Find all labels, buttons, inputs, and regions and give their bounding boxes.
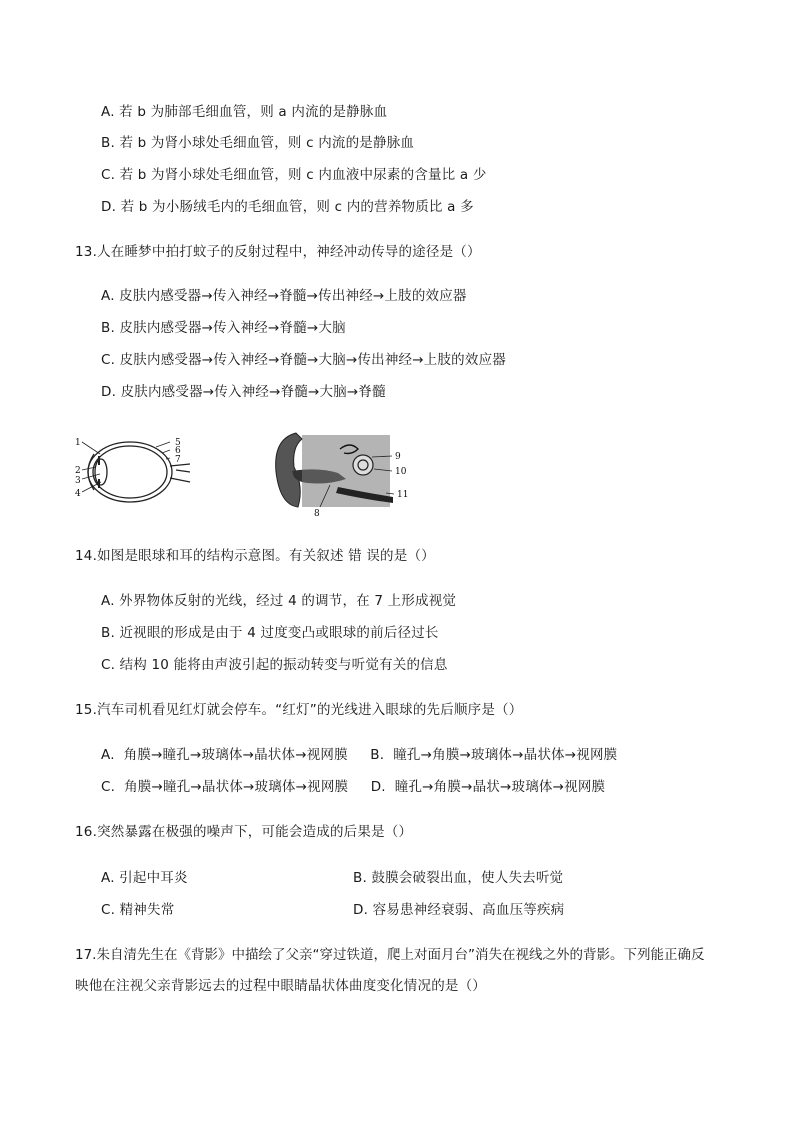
ear-label-10: 10 (395, 467, 407, 477)
q12-option-a: A. 若 b 为肺部毛细血管，则 a 内流的是静脉血 (101, 104, 388, 120)
eye-label-1: 1 (75, 438, 81, 448)
q12-option-d: D. 若 b 为小肠绒毛内的毛细血管，则 c 内的营养物质比 a 多 (101, 199, 474, 215)
q14-stem: 14.如图是眼球和耳的结构示意图。有关叙述 错 误的是（） (75, 548, 435, 564)
eyeball-inner-layer (93, 446, 167, 498)
q14-option-b: B. 近视眼的形成是由于 4 过度变凸或眼球的前后径过长 (101, 625, 439, 641)
eye-structure-diagram (70, 432, 200, 514)
q16-stem: 16.突然暴露在极强的噪声下，可能会造成的后果是（） (75, 824, 413, 840)
optic-nerve (170, 464, 190, 482)
q14-option-a: A. 外界物体反射的光线，经过 4 的调节，在 7 上形成视觉 (101, 593, 457, 609)
cochlea-outer (353, 455, 373, 475)
ear-structure-diagram (268, 427, 433, 519)
ear-label-9: 9 (395, 452, 401, 462)
ear-label-11: 11 (397, 490, 409, 500)
eye-label-7: 7 (175, 455, 181, 465)
q15-stem: 15.汽车司机看见红灯就会停车。“红灯”的光线进入眼球的先后顺序是（） (75, 702, 523, 718)
q15-options-row-1: A. 角膜→瞳孔→玻璃体→晶状体→视网膜 B. 瞳孔→角膜→玻璃体→晶状体→视网膜 (101, 747, 618, 763)
q15-options-row-2: C. 角膜→瞳孔→晶状体→玻璃体→视网膜 D. 瞳孔→角膜→晶状→玻璃体→视网膜 (101, 779, 606, 795)
eyeball-outline (88, 442, 172, 502)
auricle (276, 433, 302, 507)
q14-option-c: C. 结构 10 能将由声波引起的振动转变与听觉有关的信息 (101, 657, 448, 673)
q13-option-d: D. 皮肤内感受器→传入神经→脊髓→大脑→脊髓 (101, 384, 386, 400)
eye-label-2: 2 (75, 466, 81, 476)
q16-option-d: D. 容易患神经衰弱、高血压等疾病 (353, 902, 565, 918)
q17-stem-line-2: 映他在注视父亲背影远去的过程中眼睛晶状体曲度变化情况的是（） (75, 978, 486, 994)
q12-option-b: B. 若 b 为肾小球处毛细血管，则 c 内流的是静脉血 (101, 135, 415, 151)
q16-option-a: A. 引起中耳炎 (101, 870, 188, 886)
q13-option-c: C. 皮肤内感受器→传入神经→脊髓→大脑→传出神经→上肢的效应器 (101, 352, 506, 368)
eye-label-6: 6 (175, 446, 181, 456)
q16-option-b: B. 鼓膜会破裂出血，使人失去听觉 (353, 870, 564, 886)
eye-label-5: 5 (175, 438, 181, 448)
ear-label-8: 8 (314, 509, 320, 519)
lens (95, 459, 107, 485)
q13-option-a: A. 皮肤内感受器→传入神经→脊髓→传出神经→上肢的效应器 (101, 288, 467, 304)
eye-label-4: 4 (75, 489, 81, 499)
q13-option-b: B. 皮肤内感受器→传入神经→脊髓→大脑 (101, 320, 346, 336)
q16-option-c: C. 精神失常 (101, 902, 175, 918)
q12-option-c: C. 若 b 为肾小球处毛细血管，则 c 内血液中尿素的含量比 a 少 (101, 167, 487, 183)
q17-stem-line-1: 17.朱自清先生在《背影》中描绘了父亲“穿过铁道，爬上对面月台”消失在视线之外的背影。下列能正确反 (75, 947, 705, 963)
eye-label-3: 3 (75, 476, 81, 486)
q13-stem: 13.人在睡梦中拍打蚊子的反射过程中，神经冲动传导的途径是（） (75, 244, 481, 260)
